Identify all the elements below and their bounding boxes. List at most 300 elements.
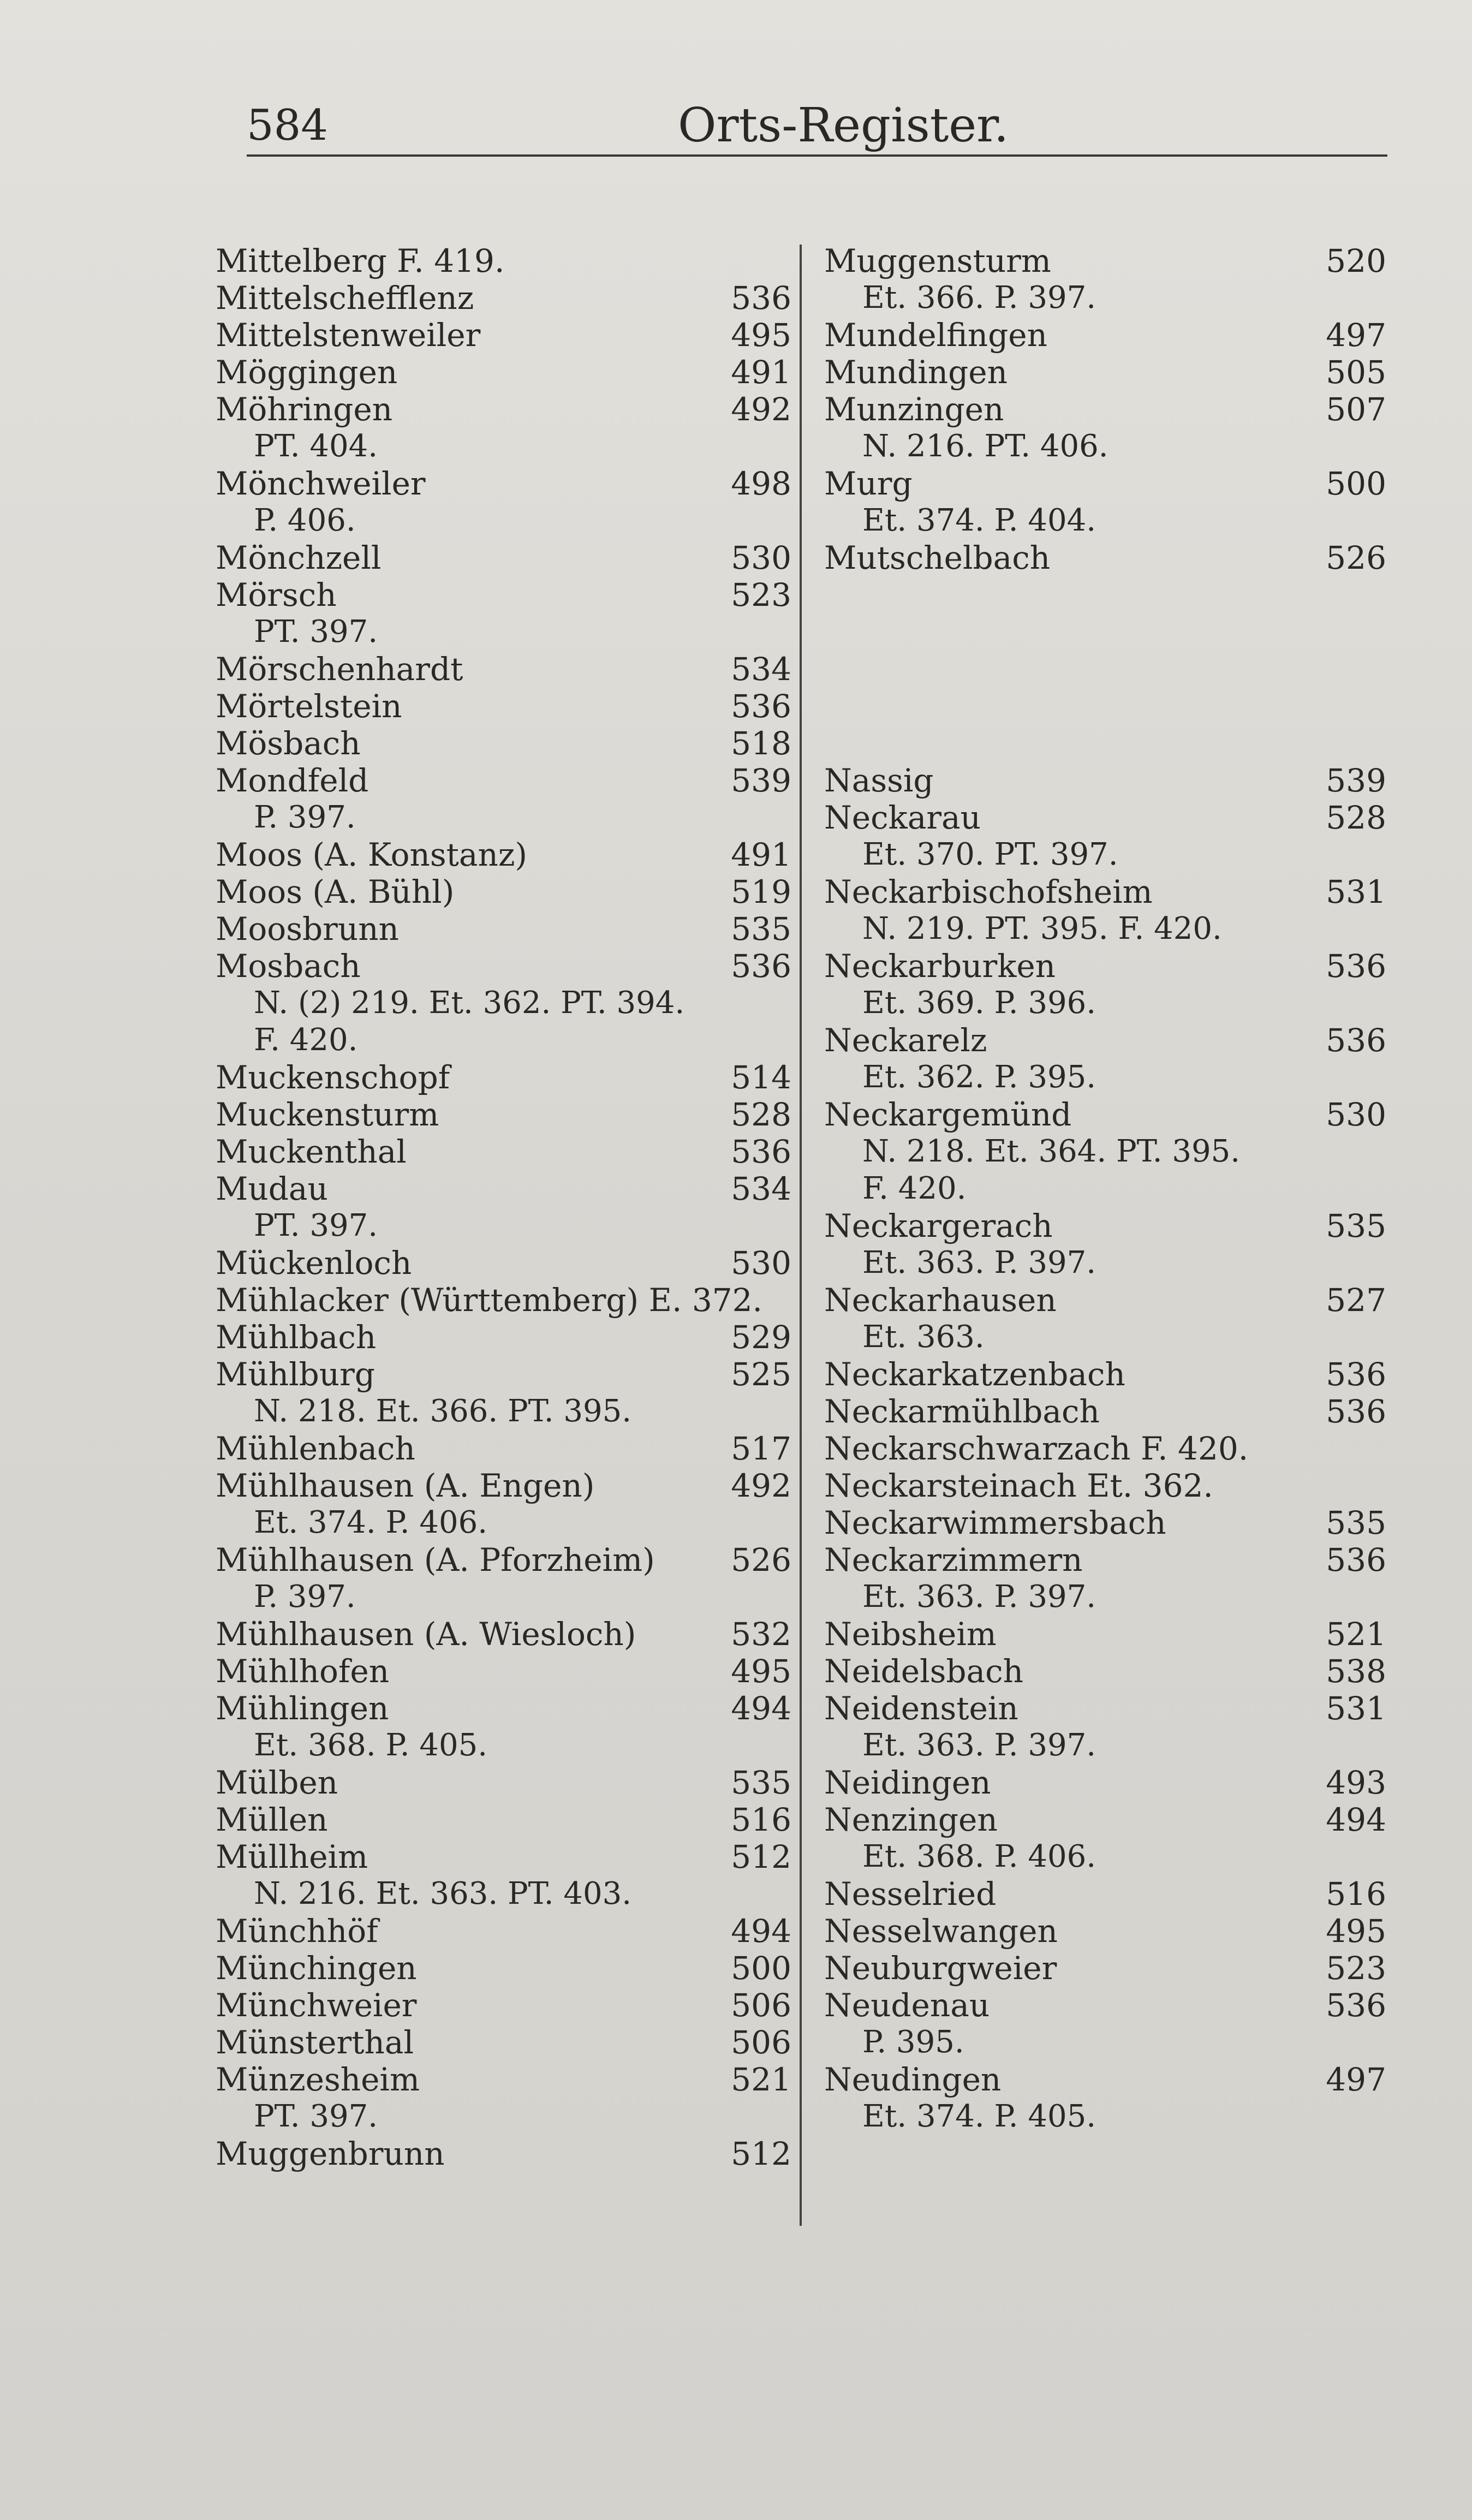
page-reference: 491 <box>731 836 791 873</box>
index-entry <box>216 725 791 762</box>
entry-line <box>216 1059 791 1096</box>
entry-line <box>216 1430 791 1467</box>
index-entry <box>824 1022 1386 1096</box>
index-entry <box>216 1467 791 1541</box>
index-entry <box>216 1133 791 1170</box>
entry-detail: PT. 397. <box>254 2099 378 2134</box>
index-entry <box>216 1244 791 1282</box>
entry-detail: P. 406. <box>254 503 356 538</box>
place-name: Mühlenbach <box>216 1430 415 1467</box>
index-entry <box>824 317 1386 354</box>
place-name: Mundelfingen <box>824 317 1047 354</box>
place-name: Neckarkatzenbach <box>824 1356 1125 1393</box>
page-reference: 534 <box>731 651 791 688</box>
page-reference: 536 <box>731 948 791 985</box>
entry-line <box>824 242 1386 279</box>
index-entry <box>216 1059 791 1096</box>
entry-detail: PT. 397. <box>254 614 378 650</box>
page-reference: 512 <box>731 2135 791 2172</box>
entry-line <box>824 465 1386 502</box>
index-entry <box>824 762 1386 799</box>
entry-line <box>824 1913 1386 1950</box>
place-name: Münzesheim <box>216 2061 420 2098</box>
place-name: Mönchweiler <box>216 465 426 502</box>
entry-detail: N. 216. PT. 406. <box>862 428 1109 464</box>
page-reference: 530 <box>731 539 791 576</box>
entry-line <box>824 1875 1386 1913</box>
entry-line <box>824 391 1386 428</box>
page-reference: 500 <box>731 1950 791 1987</box>
index-entry <box>216 1356 791 1430</box>
entry-line <box>824 539 1386 576</box>
index-entry <box>824 1541 1386 1616</box>
right-column-m-section <box>824 242 1386 576</box>
page-reference: 495 <box>1326 1913 1386 1950</box>
entry-line <box>216 1244 791 1282</box>
page-reference: 523 <box>731 576 791 613</box>
index-entry <box>216 1913 791 1950</box>
entry-line <box>216 1096 791 1133</box>
place-name: Neudingen <box>824 2061 1002 2098</box>
entry-line <box>216 948 791 985</box>
page-header <box>247 96 1387 156</box>
place-name: Nenzingen <box>824 1801 998 1838</box>
place-name: Mühlbach <box>216 1319 377 1356</box>
index-entry <box>824 1801 1386 1875</box>
running-title: Orts-Register. <box>678 98 1009 153</box>
place-name: Mosbach <box>216 948 361 985</box>
index-entry <box>216 910 791 948</box>
index-entry <box>824 799 1386 873</box>
page-reference: 535 <box>1326 1207 1386 1244</box>
page-reference: 506 <box>731 2024 791 2061</box>
entry-line <box>824 799 1386 836</box>
entry-line <box>216 465 791 502</box>
entry-detail: Et. 362. P. 395. <box>862 1059 1096 1095</box>
index-entry <box>216 539 791 576</box>
page-reference: 539 <box>1326 762 1386 799</box>
page-reference: 512 <box>731 1838 791 1875</box>
place-name: Mösbach <box>216 725 361 762</box>
page-number: 584 <box>247 101 328 150</box>
entry-line <box>824 1764 1386 1801</box>
entry-line <box>216 1764 791 1801</box>
entry-line <box>824 948 1386 985</box>
place-name: Neckarzimmern <box>824 1541 1083 1578</box>
index-entry <box>216 1616 791 1653</box>
index-entry <box>216 391 791 465</box>
entry-line <box>216 391 791 428</box>
entry-line <box>824 354 1386 391</box>
place-name: Moos (A. Konstanz) <box>216 836 528 873</box>
page-reference: 500 <box>1326 465 1386 502</box>
index-entry <box>824 1690 1386 1764</box>
index-entry <box>216 576 791 651</box>
entry-line <box>824 2061 1386 2098</box>
place-name: Muckenschopf <box>216 1059 450 1096</box>
place-name: Neckarelz <box>824 1022 987 1059</box>
place-name: Mundingen <box>824 354 1008 391</box>
page-reference: 536 <box>731 688 791 725</box>
place-name: Nesselwangen <box>824 1913 1058 1950</box>
entry-line <box>824 1282 1386 1319</box>
entry-detail: Et. 366. P. 397. <box>862 280 1096 315</box>
place-name: Neidenstein <box>824 1690 1018 1727</box>
place-name: Muckensturm <box>216 1096 439 1133</box>
entry-detail: Et. 363. P. 397. <box>862 1245 1096 1280</box>
index-entry <box>216 836 791 873</box>
entry-line <box>216 688 791 725</box>
entry-detail: N. 219. PT. 395. F. 420. <box>862 911 1222 946</box>
page-reference: 529 <box>731 1319 791 1356</box>
index-entry <box>824 1653 1386 1690</box>
page-reference: 525 <box>731 1356 791 1393</box>
entry-line <box>216 1170 791 1207</box>
page-reference: 492 <box>731 1467 791 1504</box>
place-name: Neibsheim <box>824 1616 997 1653</box>
page-reference: 536 <box>1326 1987 1386 2024</box>
page-reference: 516 <box>1326 1875 1386 1913</box>
index-entry <box>824 1467 1386 1504</box>
entry-line <box>216 1653 791 1690</box>
place-name: Münchweier <box>216 1987 417 2024</box>
entry-line <box>216 576 791 613</box>
entry-detail: PT. 397. <box>254 1208 378 1243</box>
page-reference: 521 <box>731 2061 791 2098</box>
index-entry <box>216 762 791 836</box>
place-name: Mückenloch <box>216 1244 412 1282</box>
place-name: Mühlacker (Württemberg) E. 372. <box>216 1282 762 1319</box>
place-name: Muggensturm <box>824 242 1051 279</box>
place-name: Mörsch <box>216 576 337 613</box>
index-entry <box>216 1096 791 1133</box>
page-reference: 539 <box>731 762 791 799</box>
entry-line <box>216 651 791 688</box>
entry-line <box>216 1319 791 1356</box>
entry-line <box>216 242 791 279</box>
page-reference: 495 <box>731 317 791 354</box>
page-reference: 497 <box>1326 2061 1386 2098</box>
page-reference: 528 <box>1326 799 1386 836</box>
entry-line <box>216 354 791 391</box>
index-entry <box>824 1987 1386 2061</box>
page-reference: 527 <box>1326 1282 1386 1319</box>
place-name: Neidingen <box>824 1764 991 1801</box>
entry-line <box>824 1987 1386 2024</box>
entry-detail: F. 420. <box>254 1022 358 1058</box>
entry-line <box>824 1393 1386 1430</box>
entry-line <box>216 2061 791 2098</box>
index-entry <box>824 1430 1386 1467</box>
page-reference: 531 <box>1326 873 1386 910</box>
place-name: Möggingen <box>216 354 398 391</box>
entry-line <box>216 1616 791 1653</box>
index-entry <box>216 1430 791 1467</box>
entry-detail: F. 420. <box>862 1171 967 1206</box>
page-reference: 521 <box>1326 1616 1386 1653</box>
page-reference: 528 <box>731 1096 791 1133</box>
index-entry <box>216 651 791 688</box>
entry-line <box>216 1356 791 1393</box>
place-name: Mühlingen <box>216 1690 389 1727</box>
place-name: Nesselried <box>824 1875 997 1913</box>
index-entry <box>824 1950 1386 1987</box>
place-name: Mittelschefflenz <box>216 279 474 317</box>
place-name: Müllen <box>216 1801 328 1838</box>
page-reference: 534 <box>731 1170 791 1207</box>
index-entry <box>216 1282 791 1319</box>
page-reference: 494 <box>731 1913 791 1950</box>
entry-detail: P. 395. <box>862 2024 964 2060</box>
page-reference: 498 <box>731 465 791 502</box>
index-entry <box>824 1616 1386 1653</box>
entry-line <box>824 873 1386 910</box>
entry-detail: PT. 404. <box>254 428 378 464</box>
entry-detail: N. 218. Et. 366. PT. 395. <box>254 1393 632 1429</box>
entry-detail: P. 397. <box>254 1579 356 1615</box>
place-name: Muggenbrunn <box>216 2135 445 2172</box>
place-name: Mülben <box>216 1764 338 1801</box>
index-entry <box>216 465 791 539</box>
entry-line <box>216 1987 791 2024</box>
entry-line <box>824 1207 1386 1244</box>
index-entry <box>216 317 791 354</box>
place-name: Mönchzell <box>216 539 382 576</box>
index-entry <box>824 1393 1386 1430</box>
place-name: Mutschelbach <box>824 539 1051 576</box>
page-reference: 536 <box>1326 1541 1386 1578</box>
entry-line <box>216 279 791 317</box>
page-reference: 520 <box>1326 242 1386 279</box>
page-reference: 536 <box>1326 1356 1386 1393</box>
index-entry <box>824 1764 1386 1801</box>
entry-line <box>216 317 791 354</box>
place-name: Mudau <box>216 1170 328 1207</box>
entry-line <box>824 1616 1386 1653</box>
index-entry <box>216 1987 791 2024</box>
place-name: Mörtelstein <box>216 688 402 725</box>
entry-line <box>216 873 791 910</box>
index-entry <box>824 354 1386 391</box>
entry-line <box>216 1838 791 1875</box>
index-entry <box>216 1838 791 1913</box>
place-name: Neckarsteinach Et. 362. <box>824 1467 1213 1504</box>
index-entry <box>824 1913 1386 1950</box>
entry-detail: Et. 374. P. 405. <box>862 2099 1096 2134</box>
page-reference: 494 <box>1326 1801 1386 1838</box>
entry-line <box>216 836 791 873</box>
entry-line <box>824 1541 1386 1578</box>
index-entry <box>824 1356 1386 1393</box>
index-entry <box>824 1282 1386 1356</box>
entry-line <box>216 1133 791 1170</box>
index-entry <box>824 948 1386 1022</box>
entry-line <box>216 2024 791 2061</box>
index-entry <box>216 1319 791 1356</box>
page-reference: 519 <box>731 873 791 910</box>
place-name: Mittelberg F. 419. <box>216 242 505 279</box>
entry-detail: N. 218. Et. 364. PT. 395. <box>862 1134 1241 1169</box>
page-reference: 531 <box>1326 1690 1386 1727</box>
entry-line <box>824 1690 1386 1727</box>
entry-line <box>216 2135 791 2172</box>
place-name: Neidelsbach <box>824 1653 1023 1690</box>
page-reference: 516 <box>731 1801 791 1838</box>
place-name: Mühlburg <box>216 1356 375 1393</box>
entry-detail: Et. 374. P. 404. <box>862 503 1096 538</box>
place-name: Neudenau <box>824 1987 990 2024</box>
entry-detail: N. (2) 219. Et. 362. PT. 394. <box>254 985 685 1021</box>
page-reference: 492 <box>731 391 791 428</box>
right-column-n-section <box>824 762 1386 2135</box>
place-name: Neckarbischofsheim <box>824 873 1153 910</box>
index-entry <box>824 2061 1386 2135</box>
entry-detail: Et. 368. P. 406. <box>862 1839 1096 1874</box>
entry-line <box>216 910 791 948</box>
place-name: Münsterthal <box>216 2024 414 2061</box>
index-entry <box>216 242 791 279</box>
entry-line <box>824 1356 1386 1393</box>
page-reference: 514 <box>731 1059 791 1096</box>
entry-line <box>824 1801 1386 1838</box>
index-entry <box>824 1875 1386 1913</box>
place-name: Mühlhofen <box>216 1653 390 1690</box>
place-name: Mühlhausen (A. Pforzheim) <box>216 1541 655 1578</box>
entry-line <box>824 1653 1386 1690</box>
page-reference: 536 <box>1326 1393 1386 1430</box>
place-name: Möhringen <box>216 391 393 428</box>
entry-line <box>216 1690 791 1727</box>
page-reference: 505 <box>1326 354 1386 391</box>
column-divider <box>800 245 802 2226</box>
entry-line <box>824 1950 1386 1987</box>
entry-detail: Et. 363. <box>862 1319 985 1355</box>
entry-line <box>216 1282 791 1319</box>
page-reference: 536 <box>1326 1022 1386 1059</box>
place-name: Neckarau <box>824 799 981 836</box>
place-name: Munzingen <box>824 391 1004 428</box>
entry-line <box>824 1467 1386 1504</box>
place-name: Neckarmühlbach <box>824 1393 1100 1430</box>
entry-line <box>216 1467 791 1504</box>
page-reference: 507 <box>1326 391 1386 428</box>
entry-line <box>824 317 1386 354</box>
index-entry <box>824 1207 1386 1282</box>
place-name: Murg <box>824 465 913 502</box>
index-entry <box>824 539 1386 576</box>
place-name: Neckargemünd <box>824 1096 1072 1133</box>
page-reference: 491 <box>731 354 791 391</box>
page-reference: 506 <box>731 1987 791 2024</box>
page-reference: 495 <box>731 1653 791 1690</box>
entry-detail: Et. 363. P. 397. <box>862 1579 1096 1615</box>
index-entry <box>216 948 791 1059</box>
entry-line <box>824 1022 1386 1059</box>
page-reference: 535 <box>1326 1504 1386 1541</box>
entry-line <box>216 1913 791 1950</box>
header-rule <box>247 154 1387 157</box>
index-entry <box>216 1690 791 1764</box>
index-entry <box>216 1801 791 1838</box>
page-reference: 536 <box>731 279 791 317</box>
place-name: Neckarburken <box>824 948 1056 985</box>
entry-detail: Et. 363. P. 397. <box>862 1727 1096 1763</box>
page-reference: 523 <box>1326 1950 1386 1987</box>
index-entry <box>824 1096 1386 1207</box>
page-reference: 530 <box>731 1244 791 1282</box>
place-name: Neckargerach <box>824 1207 1053 1244</box>
entry-line <box>216 762 791 799</box>
page-reference: 494 <box>731 1690 791 1727</box>
index-entry <box>216 1764 791 1801</box>
entry-detail: N. 216. Et. 363. PT. 403. <box>254 1876 632 1911</box>
index-entry <box>216 1541 791 1616</box>
page-reference: 535 <box>731 1764 791 1801</box>
index-entry <box>216 2024 791 2061</box>
page-reference: 497 <box>1326 317 1386 354</box>
entry-detail: Et. 370. PT. 397. <box>862 837 1118 872</box>
page-reference: 532 <box>731 1616 791 1653</box>
place-name: Moosbrunn <box>216 910 399 948</box>
page-reference: 536 <box>731 1133 791 1170</box>
left-column <box>216 242 791 2172</box>
index-entry <box>824 391 1386 465</box>
place-name: Neckarwimmersbach <box>824 1504 1166 1541</box>
entry-line <box>216 1541 791 1578</box>
place-name: Mittelstenweiler <box>216 317 481 354</box>
place-name: Münchingen <box>216 1950 417 1987</box>
index-entry <box>216 1170 791 1244</box>
entry-line <box>216 1950 791 1987</box>
index-entry <box>216 354 791 391</box>
place-name: Münchhöf <box>216 1913 378 1950</box>
place-name: Nassig <box>824 762 934 799</box>
index-entry <box>824 1504 1386 1541</box>
entry-line <box>216 1801 791 1838</box>
index-entry <box>216 1950 791 1987</box>
entry-detail: Et. 369. P. 396. <box>862 985 1096 1021</box>
place-name: Mühlhausen (A. Engen) <box>216 1467 595 1504</box>
page-reference: 493 <box>1326 1764 1386 1801</box>
place-name: Moos (A. Bühl) <box>216 873 455 910</box>
place-name: Neuburgweier <box>824 1950 1057 1987</box>
index-entry <box>216 1653 791 1690</box>
page-reference: 526 <box>1326 539 1386 576</box>
entry-detail: Et. 374. P. 406. <box>254 1505 488 1540</box>
index-entry <box>216 2061 791 2135</box>
page-reference: 538 <box>1326 1653 1386 1690</box>
page-reference: 535 <box>731 910 791 948</box>
place-name: Neckarhausen <box>824 1282 1057 1319</box>
index-entry <box>824 873 1386 948</box>
entry-line <box>824 1504 1386 1541</box>
index-entry <box>824 465 1386 539</box>
page-reference: 530 <box>1326 1096 1386 1133</box>
entry-line <box>824 1096 1386 1133</box>
place-name: Müllheim <box>216 1838 368 1875</box>
entry-line <box>824 1430 1386 1467</box>
entry-detail: Et. 368. P. 405. <box>254 1727 488 1763</box>
page-reference: 526 <box>731 1541 791 1578</box>
index-entry <box>216 688 791 725</box>
index-entry <box>216 279 791 317</box>
page-reference: 536 <box>1326 948 1386 985</box>
entry-detail: P. 397. <box>254 800 356 835</box>
place-name: Mondfeld <box>216 762 369 799</box>
place-name: Neckarschwarzach F. 420. <box>824 1430 1249 1467</box>
place-name: Muckenthal <box>216 1133 407 1170</box>
entry-line <box>216 725 791 762</box>
